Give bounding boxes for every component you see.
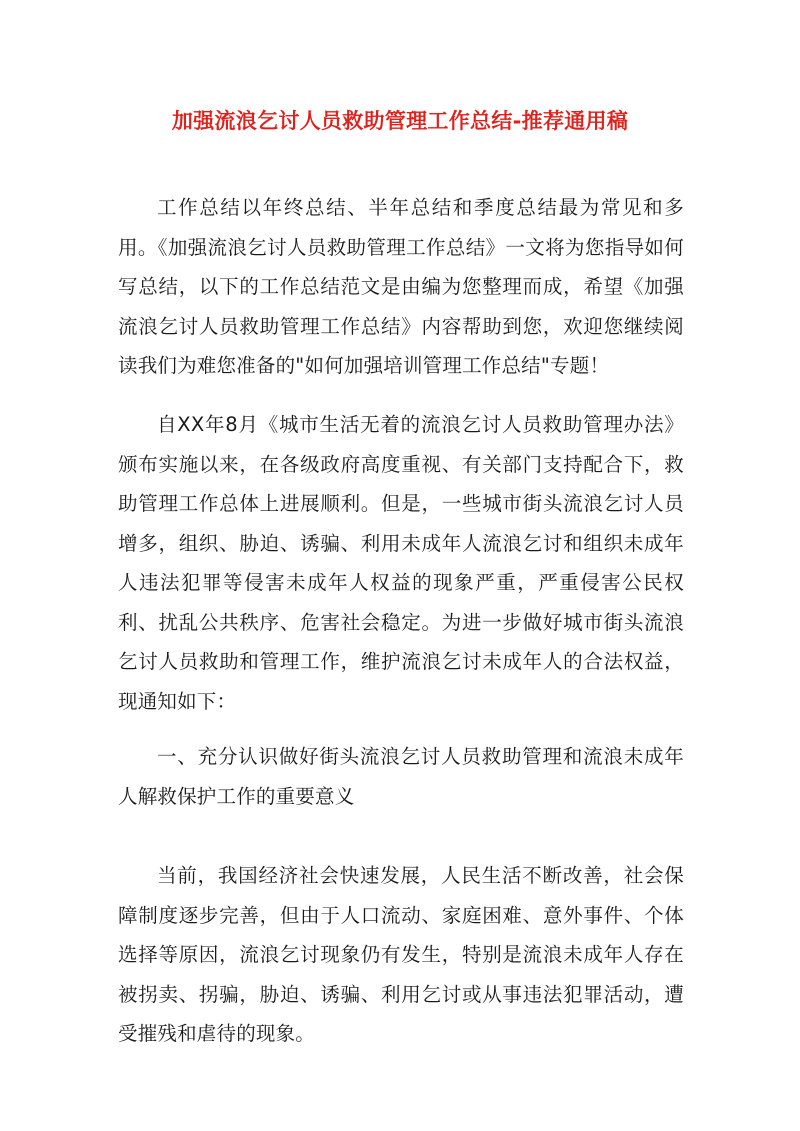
body-paragraph: 当前，我国经济社会快速发展，人民生活不断改善，社会保障制度逐步完善，但由于人口流动、家庭困难、意外事件、个体选择等原因，流浪乞讨现象仍有发生，特别是流浪未成年人存在被拐卖、拐骗，胁迫、诱骗、利用乞讨或从事违法犯罪活动，遭受摧残和虐待的现象。 xyxy=(118,864,684,1045)
background-paragraph: 自XX年8月《城市生活无着的流浪乞讨人员救助管理办法》颁布实施以来，在各级政府高度重视、有关部门支持配合下，救助管理工作总体上进展顺利。但是，一些城市街头流浪乞讨人员增多，组织、胁迫、诱骗、利用未成年人流浪乞讨和组织未成年人违法犯罪等侵害未成年人权益的现象严重，严重侵害公民权利、扰乱公共秩序、危害社会稳定。为进一步做好城市街头流浪乞讨人员救助和管理工作，维护流浪乞讨未成年人的合法权益，现通知如下： xyxy=(118,413,684,713)
intro-paragraph: 工作总结以年终总结、半年总结和季度总结最为常见和多用。《加强流浪乞讨人员救助管理工作总结》一文将为您指导如何写总结，以下的工作总结范文是由编为您整理而成，希望《加强流浪乞讨人员救助管理工作总结》内容帮助到您，欢迎您继续阅读我们为难您准备的"如何加强培训管理工作总结"专题！ xyxy=(118,196,684,377)
section-heading-1: 一、充分认识做好街头流浪乞讨人员救助管理和流浪未成年人解救保护工作的重要意义 xyxy=(118,745,684,808)
document-title: 加强流浪乞讨人员救助管理工作总结-推荐通用稿 xyxy=(171,109,629,133)
